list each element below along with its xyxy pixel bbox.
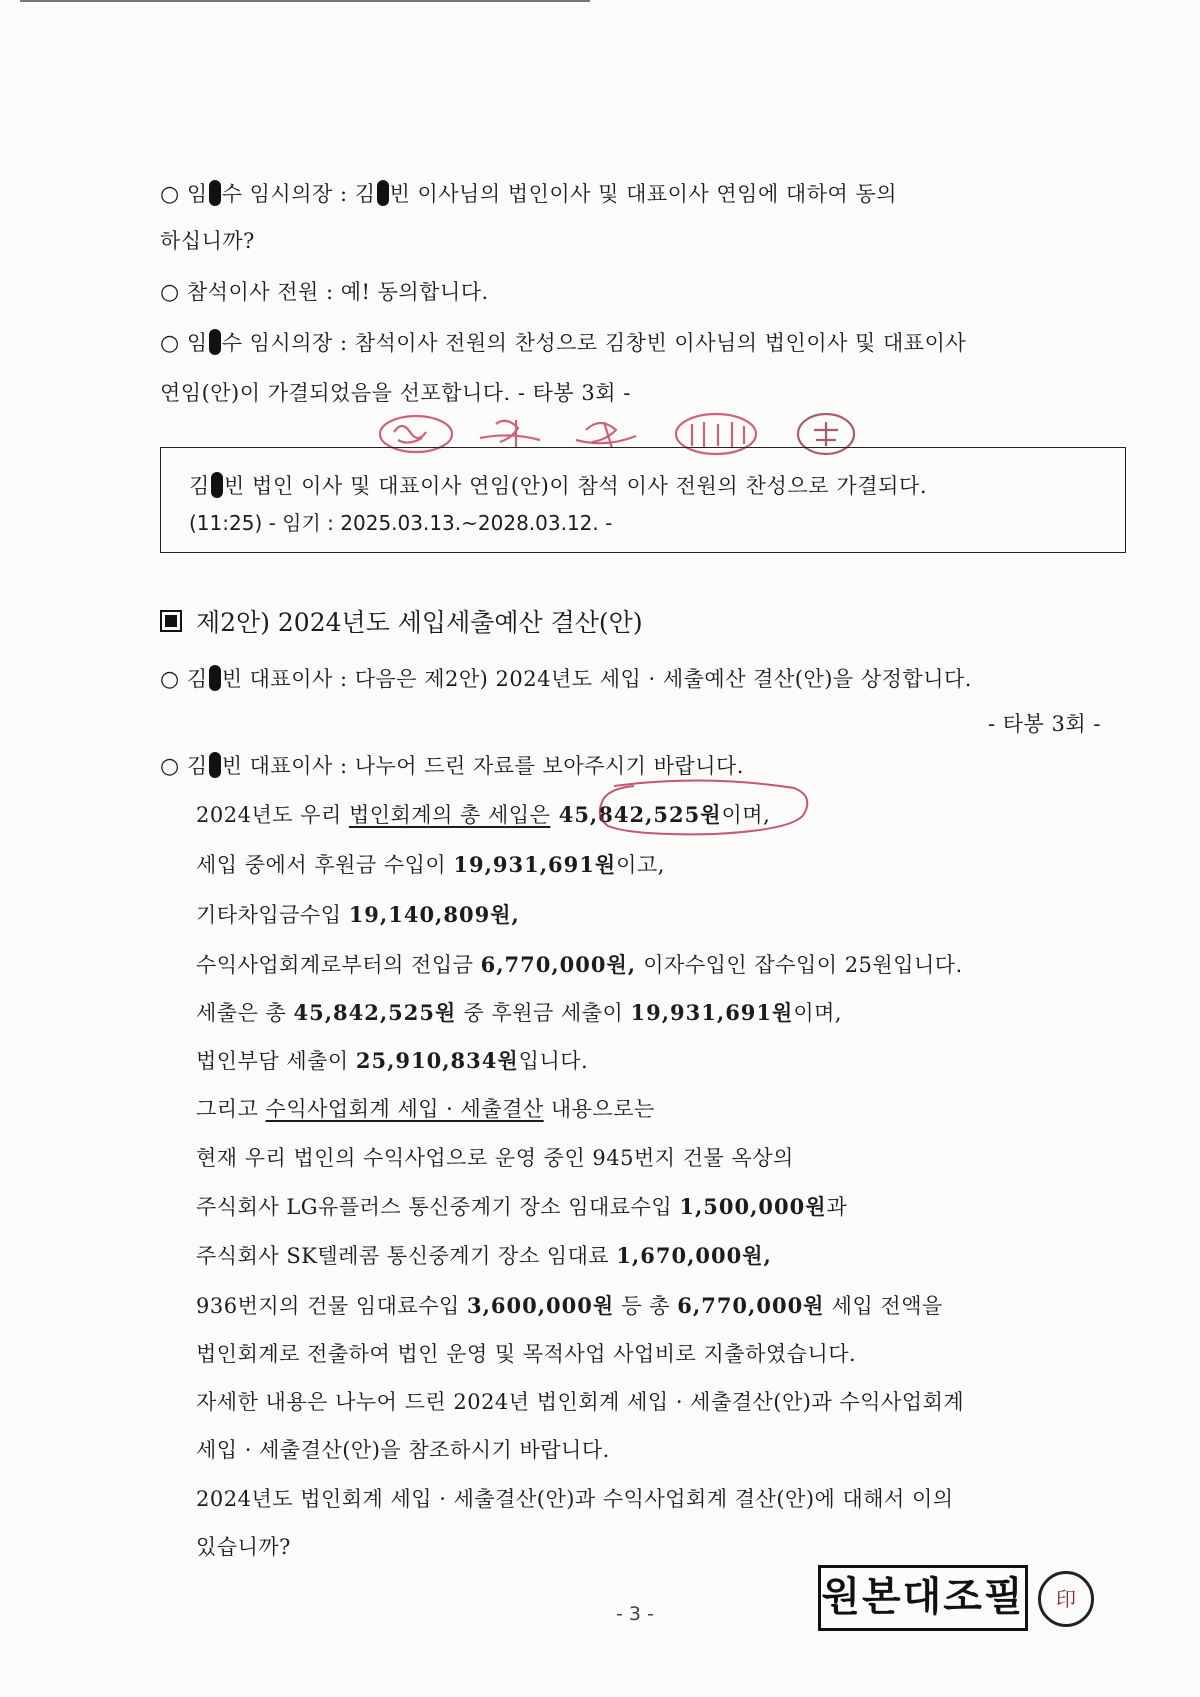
- body-line: 법인부담 세출이 25,910,834원입니다.: [196, 1048, 589, 1073]
- agenda-heading: 제2안) 2024년도 세입세출예산 결산(안): [160, 603, 643, 639]
- body-line: 수익사업회계로부터의 전입금 6,770,000원, 이자수입인 잡수입이 25원입니다.: [196, 952, 963, 977]
- hand-drawn-circle-annotation: [594, 776, 816, 838]
- statement-rep-1: ○ 김 빈 대표이사 : 다음은 제2안) 2024년도 세입 · 세출예산 결산(안)을 상정합니다.: [160, 667, 972, 692]
- round-seal-icon: 印: [1038, 1571, 1094, 1627]
- redaction-mark: [209, 180, 221, 206]
- resolution-text: 김 빈 법인 이사 및 대표이사 연임(안)이 참석 이사 전원의 찬성으로 가결되다.: [189, 474, 928, 498]
- certified-copy-stamp: [818, 1565, 1108, 1635]
- body-line: 936번지의 건물 임대료수입 3,600,000원 등 총 6,770,000원 세입 전액을: [196, 1293, 943, 1318]
- statement-directors: ○ 참석이사 전원 : 예! 동의합니다.: [160, 280, 489, 305]
- resolution-term: (11:25) - 임기 : 2025.03.13.~2028.03.12. -: [189, 511, 613, 535]
- statement-chair-1-cont: 하십니까?: [160, 229, 255, 253]
- circle-bullet-icon: ○: [160, 182, 180, 207]
- statement-rep-2: ○ 김 빈 대표이사 : 나누어 드린 자료를 보아주시기 바랍니다.: [160, 754, 744, 779]
- body-line: 법인회계로 전출하여 법인 운영 및 목적사업 사업비로 지출하였습니다.: [196, 1342, 857, 1366]
- redaction-mark: [209, 752, 221, 778]
- certified-copy-label: 원본대조필: [818, 1565, 1028, 1631]
- circle-bullet-icon: ○: [160, 331, 180, 356]
- body-line: 주식회사 LG유플러스 통신중계기 장소 임대료수입 1,500,000원과: [196, 1194, 848, 1219]
- redaction-mark: [209, 329, 221, 355]
- circle-bullet-icon: ○: [160, 280, 180, 305]
- body-line: 주식회사 SK텔레콤 통신중계기 장소 임대료 1,670,000원,: [196, 1243, 772, 1268]
- redaction-mark: [377, 180, 389, 206]
- filled-square-icon: [160, 610, 182, 632]
- body-line: 기타차입금수입 19,140,809원,: [196, 902, 520, 927]
- body-line: 세입 중에서 후원금 수입이 19,931,691원이고,: [196, 852, 665, 877]
- body-line: 그리고 수익사업회계 세입 · 세출결산 내용으로는: [196, 1097, 655, 1121]
- statement-chair-1: ○ 임 수 임시의장 : 김 빈 이사님의 법인이사 및 대표이사 연임에 대하여 동의: [160, 182, 898, 207]
- body-line: 2024년도 우리 법인회계의 총 세입은 45,842,525원이며,: [196, 802, 771, 827]
- circle-bullet-icon: ○: [160, 667, 180, 692]
- body-line: 세입 · 세출결산(안)을 참조하시기 바랍니다.: [196, 1438, 610, 1462]
- statement-chair-2-cont: 연임(안)이 가결되었음을 선포합니다. - 타봉 3회 -: [160, 381, 631, 405]
- redaction-mark: [209, 665, 221, 691]
- redaction-mark: [211, 472, 223, 498]
- body-line: 현재 우리 법인의 수익사업으로 운영 중인 945번지 건물 옥상의: [196, 1146, 794, 1170]
- top-rule: [20, 0, 590, 2]
- body-line: 있습니까?: [196, 1535, 291, 1559]
- body-line: 자세한 내용은 나누어 드린 2024년 법인회계 세입 · 세출결산(안)과 수익사업회계: [196, 1390, 965, 1414]
- statement-chair-2: ○ 임 수 임시의장 : 참석이사 전원의 찬성으로 김창빈 이사님의 법인이사 및 대표이사: [160, 331, 967, 356]
- page-number: - 3 -: [616, 1603, 654, 1625]
- body-line: 세출은 총 45,842,525원 중 후원금 세출이 19,931,691원이며,: [196, 1000, 843, 1025]
- circle-bullet-icon: ○: [160, 754, 180, 779]
- resolution-box: [160, 447, 1126, 553]
- gavel-note: - 타봉 3회 -: [988, 712, 1101, 736]
- body-line: 2024년도 법인회계 세입 · 세출결산(안)과 수익사업회계 결산(안)에 대해서 이의: [196, 1487, 954, 1511]
